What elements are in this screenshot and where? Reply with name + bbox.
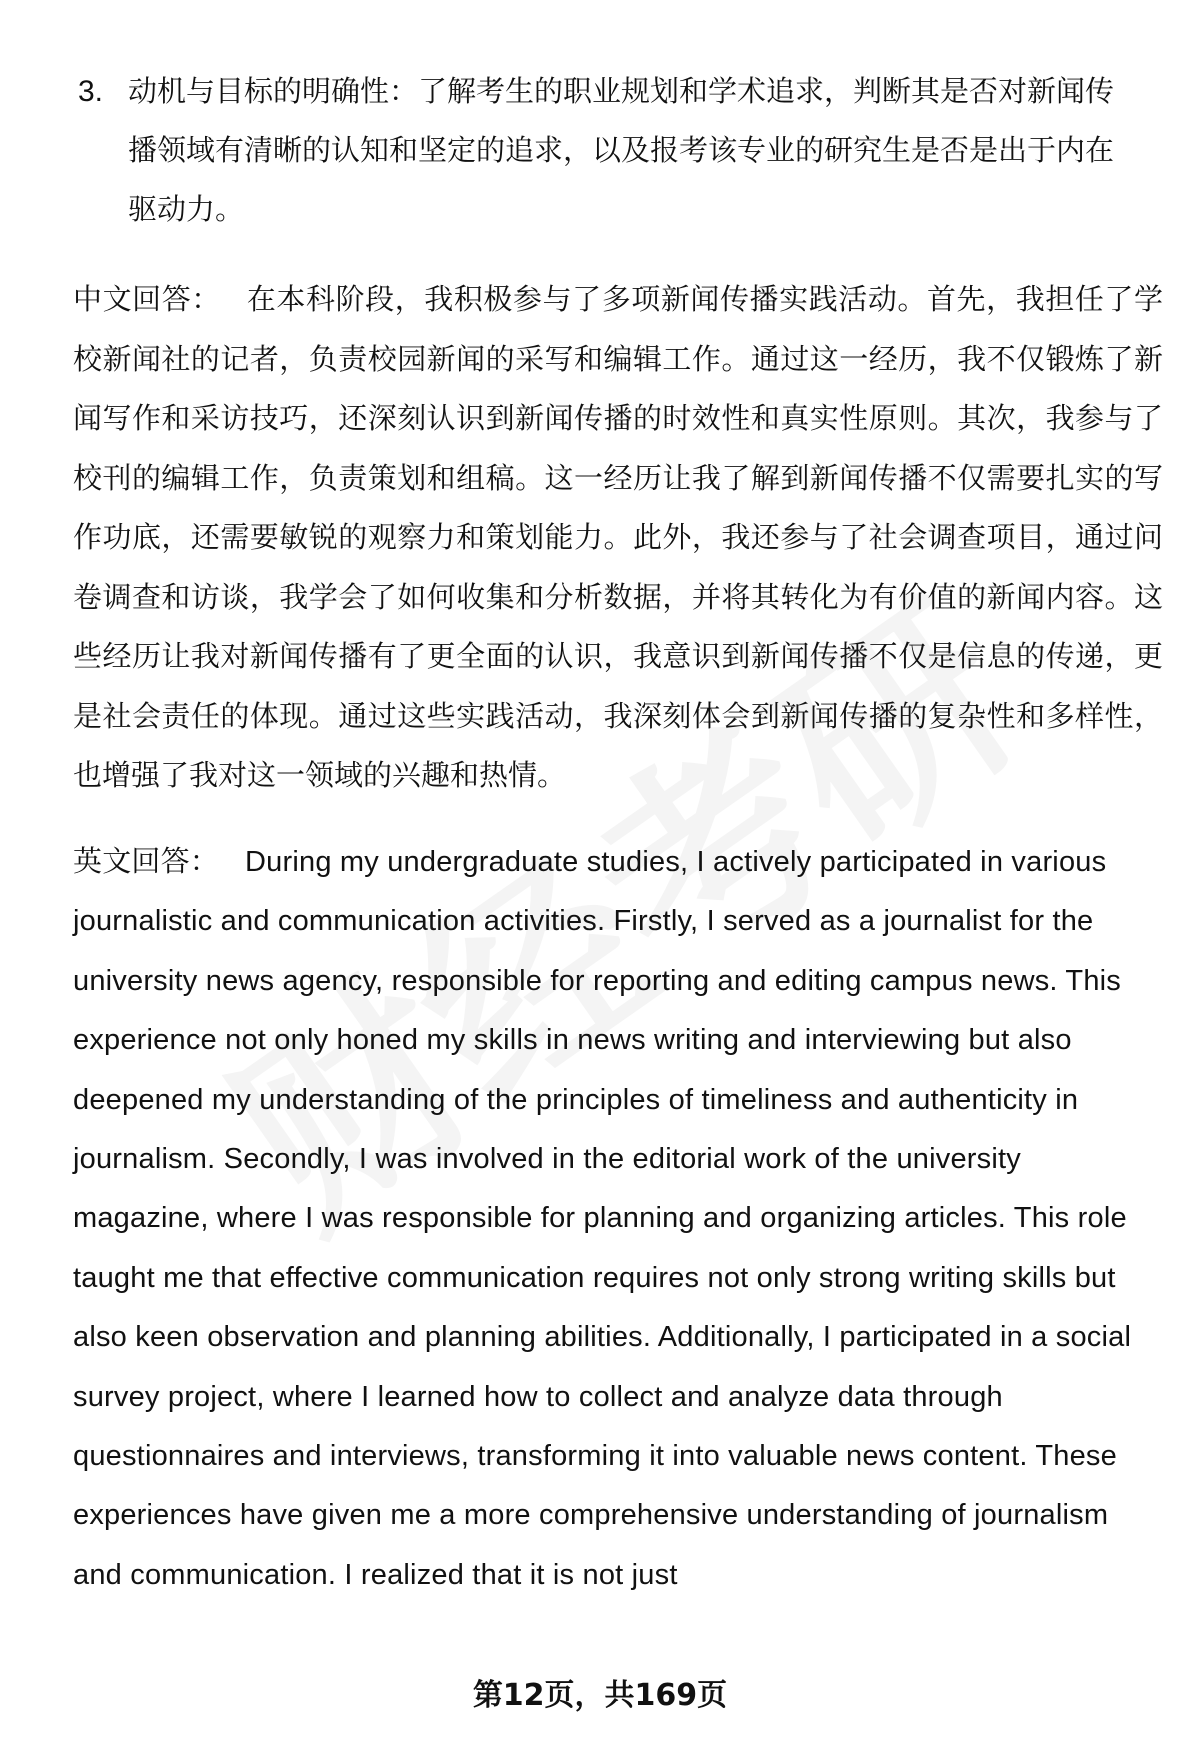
question-text: 动机与目标的明确性：了解考生的职业规划和学术追求，判断其是否对新闻传播领域有清晰的认知和坚定的追求，以及报考该专业的研究生是否是出于内在驱动力。 [128,74,1115,226]
english-answer-text: During my undergraduate studies, I actively participated in various journalistic and communication activities. Firstly, I served as a journalist for the university news agency, responsible for reporting and editing campus news. This experience not only honed my skills in news writing and interviewing but also deepened my understanding of the principles of timeliness and authenticity in journalism. Secondly, I was involved in the editorial work of the university magazine, where I was responsible for planning and organizing articles. This role taught me that effective communication requires not only strong writing skills but also keen observation and planning abilities. Additionally, I participated in a social survey project, where I learned how to collect and analyze data through questionnaires and interviews, transforming it into valuable news content. These experiences have given me a more comprehensive understanding of journalism and communication. I realized that it is not just [73,846,1132,1591]
english-answer-label: 英文回答： [73,844,220,878]
question-number: 3. [78,75,104,108]
chinese-answer-text: 在本科阶段，我积极参与了多项新闻传播实践活动。首先，我担任了学校新闻社的记者，负责校园新闻的采写和编辑工作。通过这一经历，我不仅锻炼了新闻写作和采访技巧，还深刻认识到新闻传播的时效性和真实性原则。其次，我参与了校刊的编辑工作，负责策划和组稿。这一经历让我了解到新闻传播不仅需要扎实的写作功底，还需要敏锐的观察力和策划能力。此外，我还参与了社会调查项目，通过问卷调查和访谈，我学会了如何收集和分析数据，并将其转化为有价值的新闻内容。这些经历让我对新闻传播有了更全面的认识，我意识到新闻传播不仅是信息的传递，更是社会责任的体现。通过这些实践活动，我深刻体会到新闻传播的复杂性和多样性，也增强了我对这一领域的兴趣和热情。 [73,282,1163,792]
page-number-footer: 第12页，共169页 [472,1678,728,1713]
english-answer-paragraph [73,832,1163,1605]
chinese-answer-label: 中文回答： [73,282,221,316]
question-item [78,62,1158,239]
chinese-answer-paragraph [73,270,1163,806]
